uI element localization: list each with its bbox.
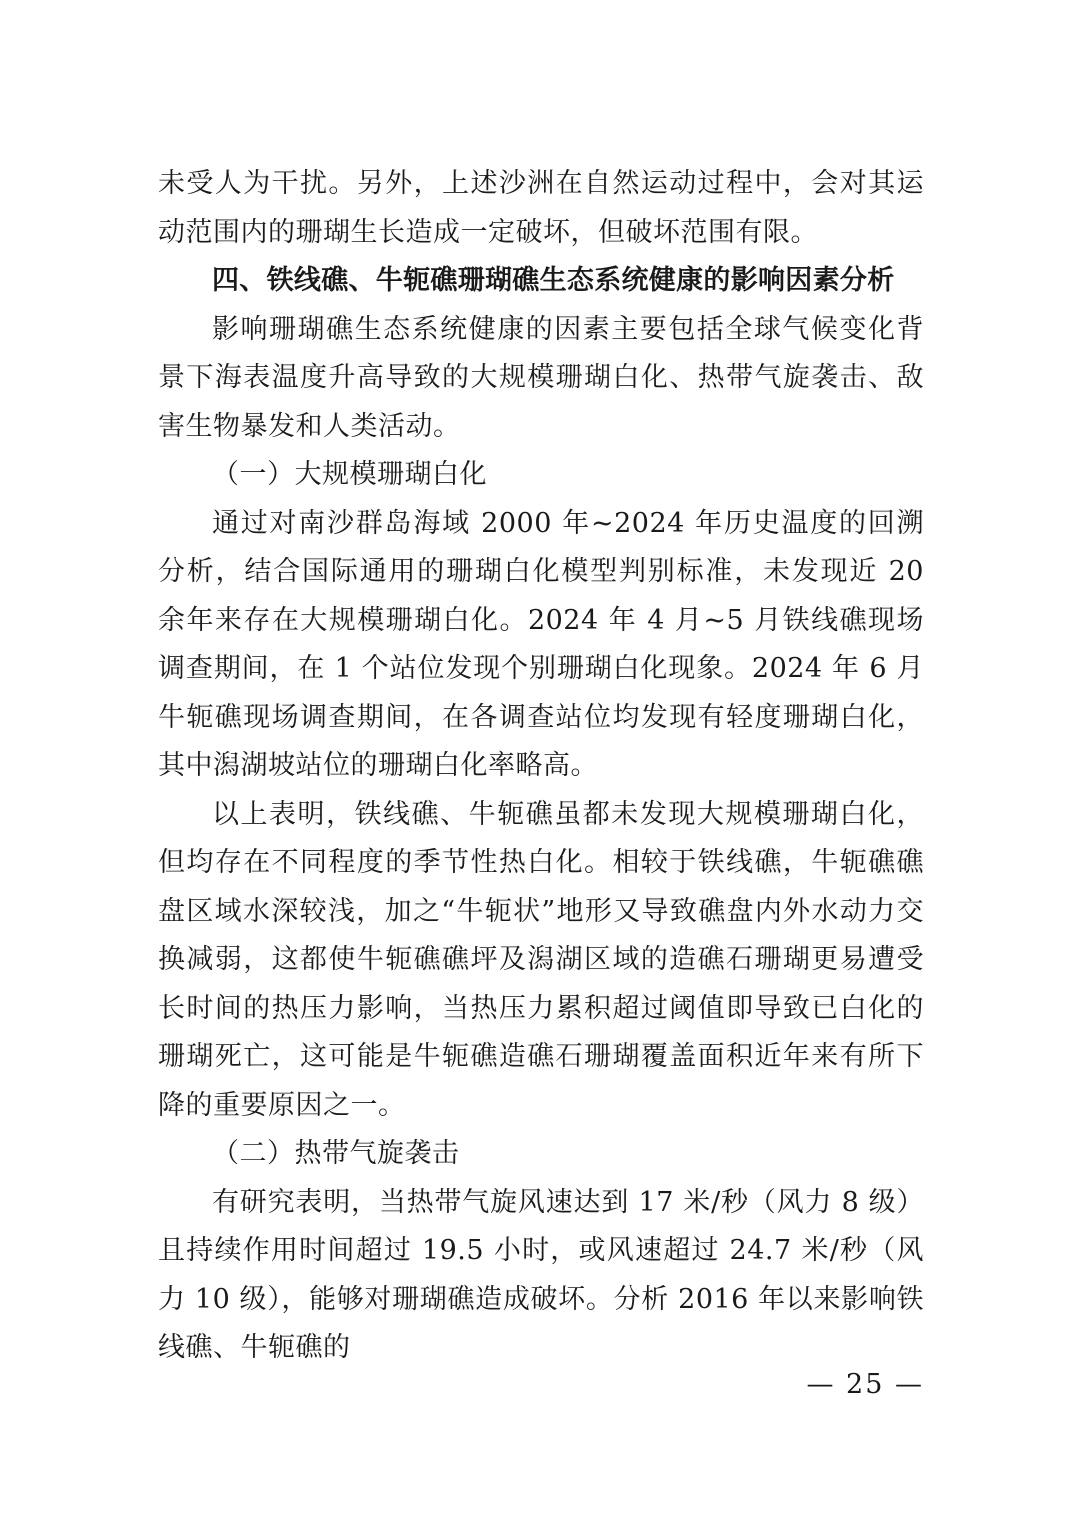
paragraph-continuation: 未受人为干扰。另外，上述沙洲在自然运动过程中，会对其运动范围内的珊瑚生长造成一定破坏，但破坏范围有限。 [158,168,924,248]
paragraph: 影响珊瑚礁生态系统健康的因素主要包括全球气候变化背景下海表温度升高导致的大规模珊瑚白化、热带气旋袭击、敌害生物暴发和人类活动。 [158,313,924,442]
page-number: — 25 — [806,1369,924,1400]
paragraph: 通过对南沙群岛海域 2000 年~2024 年历史温度的回溯分析，结合国际通用的珊瑚白化模型判别标准，未发现近 20 余年来存在大规模珊瑚白化。2024 年 4 月~5 月铁线礁现场调查期间，在 1 个站位发现个别珊瑚白化现象。2024 年 6 月牛轭礁现场调查期间，在各调查站位均发现有轻度珊瑚白化，其中潟湖坡站位的珊瑚白化率略高。 [158,507,924,781]
section-heading: 四、铁线礁、牛轭礁珊瑚礁生态系统健康的影响因素分析 [212,265,895,296]
subheading-coral-bleaching: （一）大规模珊瑚白化 [212,459,487,490]
paragraph: 以上表明，铁线礁、牛轭礁虽都未发现大规模珊瑚白化，但均存在不同程度的季节性热白化。相较于铁线礁，牛轭礁礁盘区域水深较浅，加之“牛轭状”地形又导致礁盘内外水动力交换减弱，这都使牛轭礁礁坪及潟湖区域的造礁石珊瑚更易遭受长时间的热压力影响，当热压力累积超过阈值即导致已白化的珊瑚死亡，这可能是牛轭礁造礁石珊瑚覆盖面积近年来有所下降的重要原因之一。 [158,798,924,1121]
body-text [158,160,924,1373]
paragraph: 有研究表明，当热带气旋风速达到 17 米/秒（风力 8 级）且持续作用时间超过 19.5 小时，或风速超过 24.7 米/秒（风力 10 级），能够对珊瑚礁造成破坏。分析 2016 年以来影响铁线礁、牛轭礁的 [158,1186,924,1363]
subheading-tropical-cyclone: （二）热带气旋袭击 [212,1138,460,1169]
